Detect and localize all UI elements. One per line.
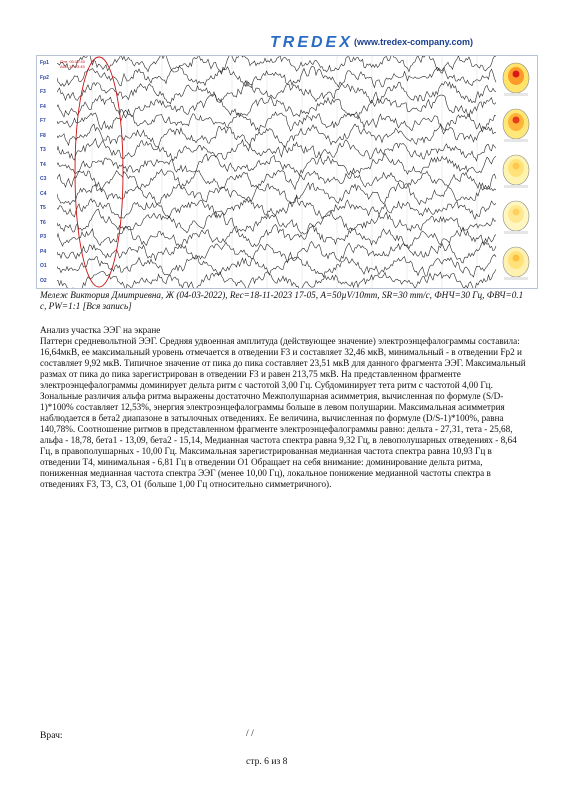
topographic-maps [497,56,537,288]
signature-date: / / [246,728,254,739]
eeg-traces [57,56,497,288]
channel-label: C4 [40,190,47,197]
topomap [501,60,531,98]
eeg-trace [57,56,496,73]
time-annotation [60,59,100,69]
channel-label: T5 [40,205,46,212]
channel-label: F3 [40,89,46,96]
eeg-trace [57,66,496,87]
eeg-trace [57,81,496,104]
channel-label: T4 [40,161,46,168]
topomap [501,152,531,190]
channel-label: T6 [40,219,46,226]
doctor-label: Врач: [40,730,63,741]
topomap [501,198,531,236]
channel-label: Fp2 [40,74,49,81]
channel-label: F7 [40,118,46,125]
logo-mark: TREDEX [270,34,353,51]
eeg-trace [57,197,496,220]
topomap [501,244,531,282]
eeg-panel [36,55,538,289]
channel-label: O2 [40,277,47,284]
channel-label: F4 [40,103,46,110]
channel-label: O1 [40,263,47,270]
recording-caption: Мележ Виктория Дмитриевна, Ж (04-03-2022), Rec=18-11-2023 17-05, А=50µV/10mm, SR=30 mm/c, ФНЧ=30 Гц, ФВЧ=0.1 c, PW=1:1 [Вся запись] [40,290,524,311]
logo-url: (www.tredex-company.com) [354,37,474,47]
channel-label: P3 [40,234,47,241]
channel-label: F8 [40,132,46,139]
channel-labels [37,56,57,288]
tredex-logo [270,34,530,52]
analysis-section [40,325,530,490]
eeg-trace [57,124,496,147]
eeg-trace [57,110,496,132]
channel-label: Fp1 [40,60,49,67]
eeg-trace [57,241,496,263]
topomap [501,106,531,144]
analysis-title: Анализ участка ЭЭГ на экране [40,325,161,335]
channel-label: P4 [40,248,47,255]
channel-label: T3 [40,147,46,154]
channel-label: C3 [40,176,47,183]
page-number: стр. 6 из 8 [246,756,288,767]
analysis-text: Паттерн сpедневольтной ЭЭГ. Средняя удвоенная амплитуда (действующее значение) электроэнцефалограммы составила: 16,64мкВ, ее максимальный уровень отмечается в отведении F3 и составляет 32,46 мкВ, минимальный - в отведении Fp2 и составляет 9,92 мкВ. Типичное значение от пика до пика составляет 23,51 мкВ для данного фрагмента ЭЭГ. Максимальный размах от пика до пика зарегистрирован в отведении F3 и равен 213,75 мкВ. На представленном фрагменте электроэнцефалограммы доминирует дельта ритм с частотой 3,00 Гц. Субдоминирует тета ритм с частотой 4,00 Гц. Зональные различия альфа ритма выражены достаточно Межполушарная асимметрия, вычисленная по формуле (S/D-1)*100% составляет 12,53%, энергия электроэнцефалограммы больше в левом полушарии. Максимальная асимметрия наблюдается в бета2 диапазоне в затылочных отведениях. Ее величина, вычисленная по формуле (D/S-1)*100%, равна 140,78%. Соотношение ритмов в представленном фрагменте электроэнцефалограммы равно: дельта - 27,31, тета - 25,68, альфа - 18,78, бета1 - 13,09, бета2 - 15,14, Медианная частота спектра равна 9,32 Гц, в левополушарных отведениях - 8,64 Гц, в правополушарных - 10,00 Гц. Максимальная зарегистрированная медианная частота спектра равна 10,93 Гц в отведении T4, минимальная - 6,81 Гц в отведении O1 Обращает на себя внимание: доминирование дельта ритма, пониженная медианная частота спектра ЭЭГ (менее 10,00 Гц), локальное понижение медианной частоты спектра в отведениях F3, T3, C3, O1 (больше 1,00 Гц относительно симметричного). [40,336,526,489]
annotation-absolute-time: Абс. 17:23:45 [60,64,85,69]
eeg-trace [57,269,496,288]
annotation-relative-time: Отн. 00:12:40 [60,59,85,64]
